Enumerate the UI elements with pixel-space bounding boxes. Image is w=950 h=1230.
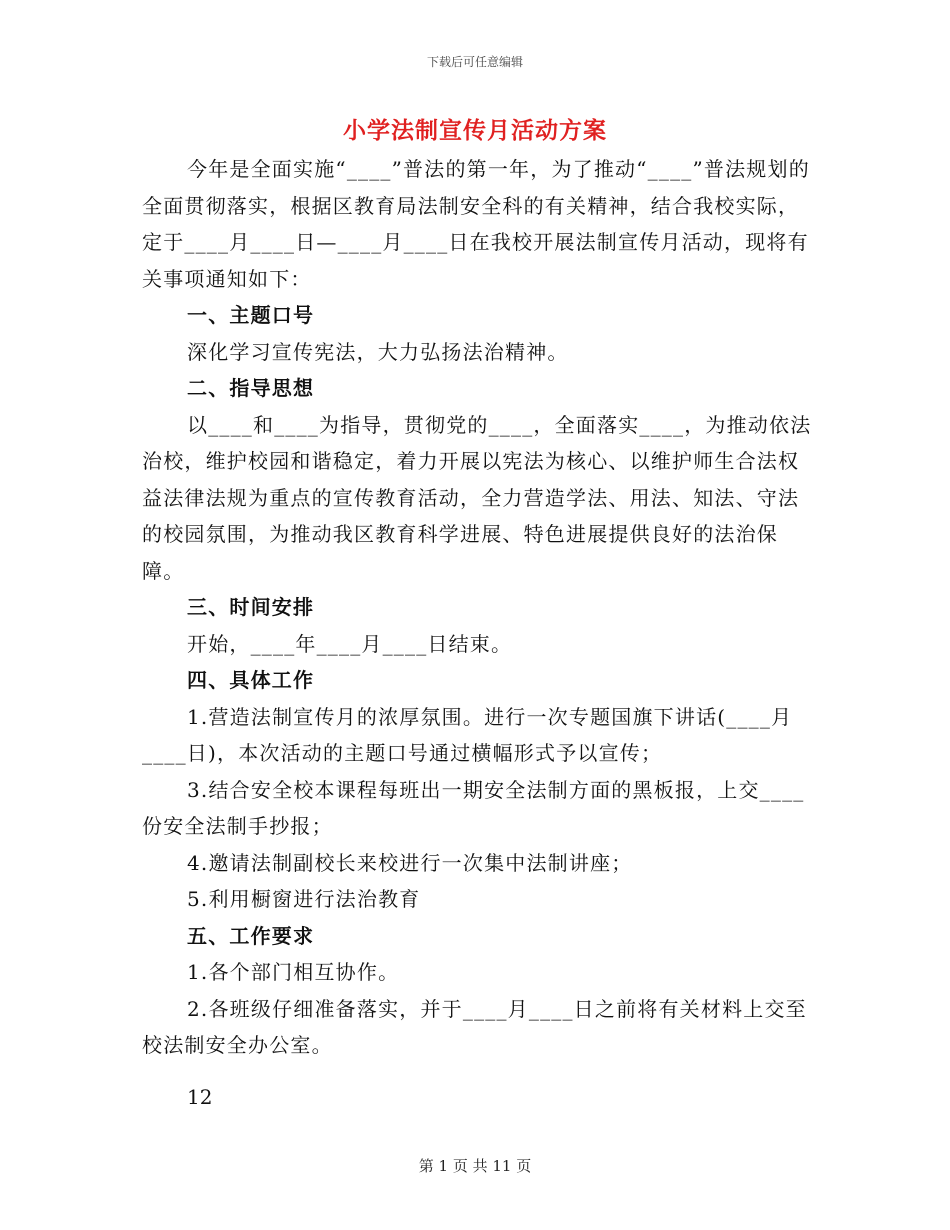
section-text-slogan: 深化学习宣传宪法，大力弘扬法治精神。 bbox=[187, 339, 569, 364]
section-heading-specific-work: 四、具体工作 bbox=[187, 668, 315, 692]
document-title: 小学法制宣传月活动方案 bbox=[343, 118, 607, 144]
section-text-schedule: 开始，____年____月____日结束。 bbox=[187, 631, 513, 656]
list-item: 1.各个部门相互协作。 bbox=[187, 960, 400, 984]
section-text-guiding-thought: 以____和____为指导，贯彻党的____，全面落实____，为推动依法治校，维护校园和谐稳定，着力开展以宪法为核心、以维护师生合法权益法律法规为重点的宣传教育活动，全力营造学法、用法、知法、守法的校园氛围，为推动我区教育科学进展、特色进展提供良好的法治保障。 bbox=[142, 412, 812, 583]
page-footer: 第 1 页 共 11 页 bbox=[418, 1157, 532, 1175]
list-item: 4.邀请法制副校长来校进行一次集中法制讲座； bbox=[187, 850, 633, 875]
section-heading-guiding-thought: 二、指导思想 bbox=[187, 376, 315, 400]
intro-paragraph: 今年是全面实施“____”普法的第一年，为了推动“____”普法规划的全面贯彻落实，根据区教育局法制安全科的有关精神，结合我校实际，定于____月____日—____月____日在我校开展法制宣传月活动，现将有关事项通知如下： bbox=[142, 157, 810, 291]
list-item: 2.各班级仔细准备落实，并于____月____日之前将有关材料上交至校法制安全办公室。 bbox=[142, 996, 807, 1057]
page-header: 下载后可任意编辑 bbox=[426, 55, 523, 69]
section-heading-schedule: 三、时间安排 bbox=[187, 595, 315, 619]
section-heading-requirements: 五、工作要求 bbox=[187, 923, 315, 948]
section-heading-slogan: 一、主题口号 bbox=[187, 303, 315, 327]
list-item: 1.营造法制宣传月的浓厚氛围。进行一次专题国旗下讲话(____月____日)，本次活动的主题口号通过横幅形式予以宣传； bbox=[142, 704, 793, 765]
list-item: 5.利用橱窗进行法治教育 bbox=[187, 887, 421, 911]
trailing-number: 12 bbox=[187, 1085, 213, 1109]
list-item: 3.结合安全校本课程每班出一期安全法制方面的黑板报，上交____份安全法制手抄报； bbox=[142, 777, 805, 838]
document-body bbox=[142, 151, 812, 1064]
